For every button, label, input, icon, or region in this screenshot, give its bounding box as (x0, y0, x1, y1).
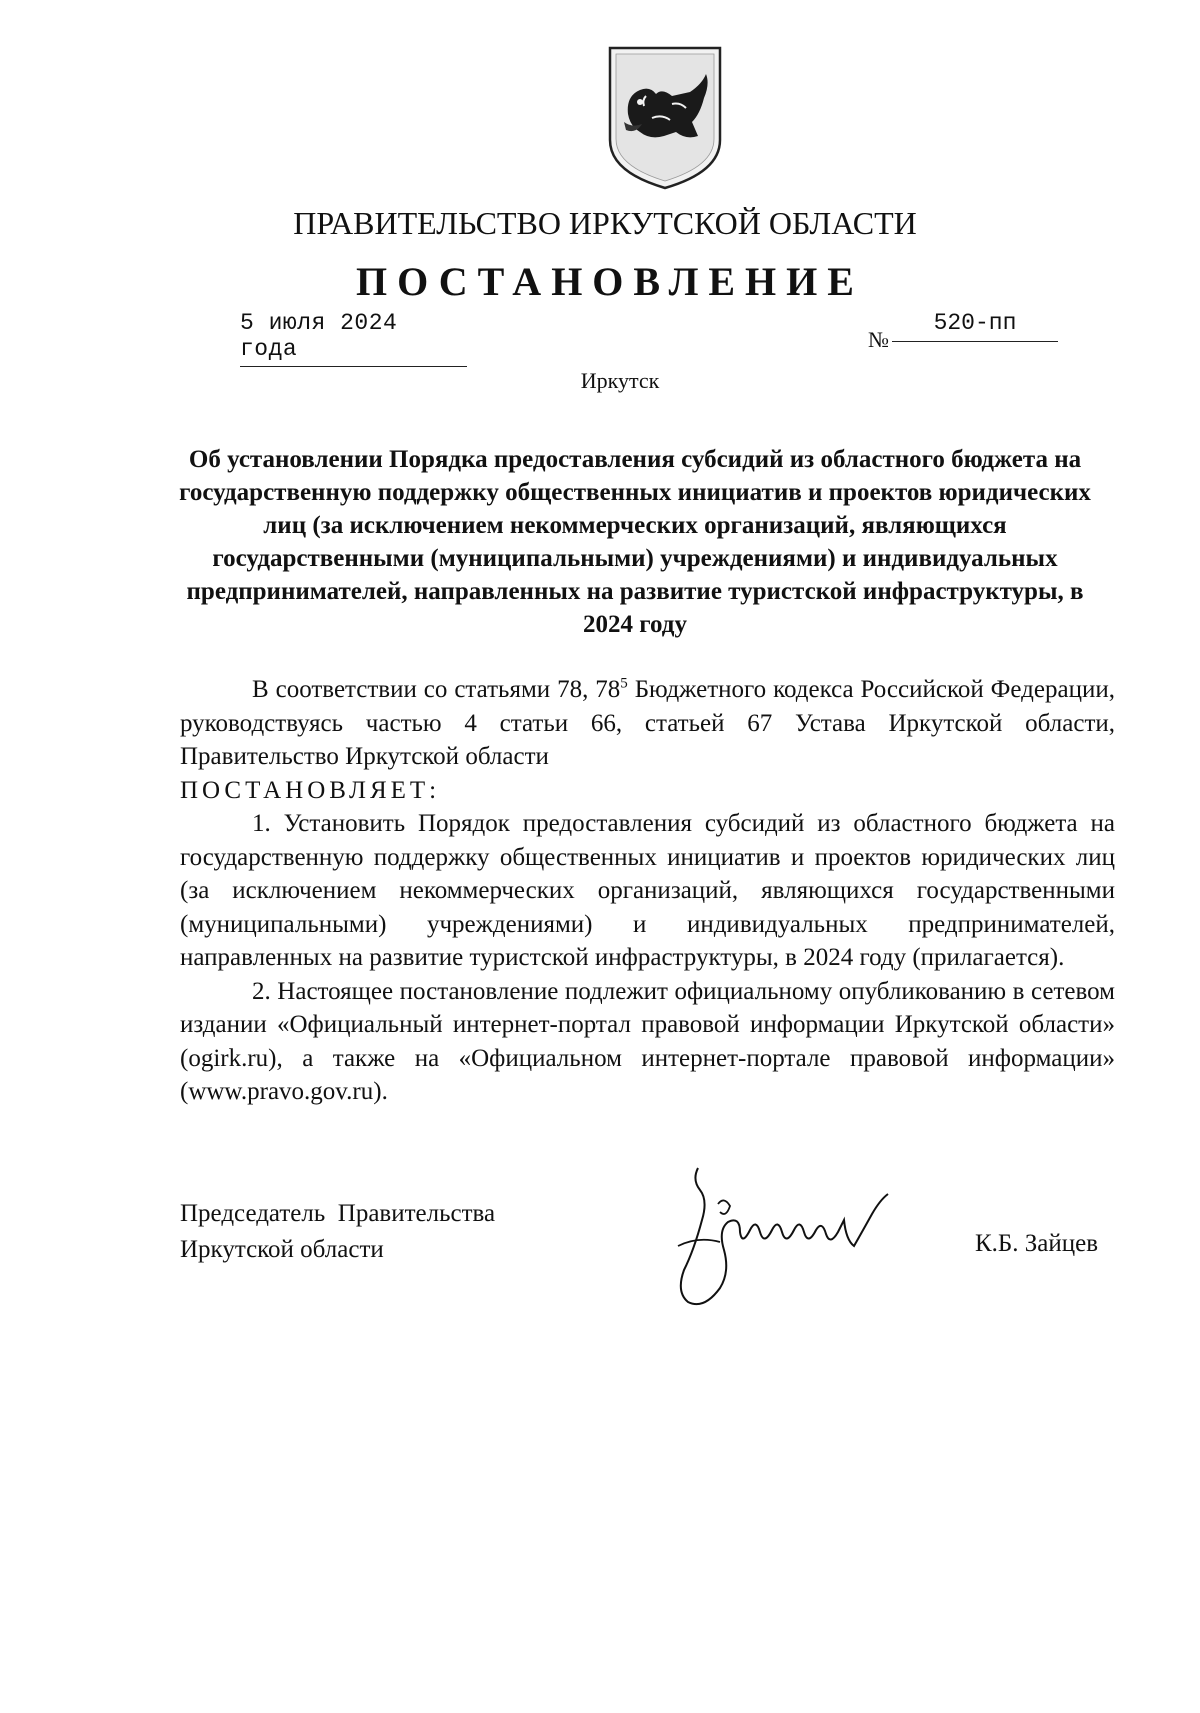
document-title: Об установлении Порядка предоставления субсидий из областного бюджета на государственную поддержку общественных инициатив и проектов юридических лиц (за исключением некоммерческих организаций, являющихся государственными (муниципальными) учреждениями) и индивидуальных предпринимателей, направленных на развитие туристской инфраструктуры, в 2024 году (179, 446, 1091, 638)
organization-name: ПРАВИТЕЛЬСТВО ИРКУТСКОЙ ОБЛАСТИ (293, 205, 917, 241)
preamble-paragraph: В соответствии со статьями 78, $78^5$ Бюджетного кодекса Российской Федерации, руководствуясь частью 4 статьи 66, статьей 67 Устава Иркутской области, Правительство Иркутской области (180, 675, 1115, 770)
article-superscript: 5 (620, 675, 628, 692)
document-type-heading: ПОСТАНОВЛЕНИЕ (356, 259, 864, 304)
handwritten-signature (658, 1160, 918, 1310)
number-sign: № (868, 327, 889, 352)
document-date: 5 июля 2024 года (240, 310, 467, 367)
signatory-name: К.Б. Зайцев (975, 1230, 1099, 1257)
item-2-paragraph: 2. Настоящее постановление подлежит официальному опубликованию в сетевом издании «Официальный интернет-портал правовой информации Иркутской области» (ogirk.ru), а также на «Официальном интернет-портале правовой информации» (www.pravo.gov.ru). (180, 977, 1115, 1105)
number-value: 520-пп (892, 310, 1058, 342)
position-line-1: Председатель Правительства (180, 1200, 496, 1227)
document-body (180, 673, 1115, 1109)
decree-word: ПОСТАНОВЛЯЕТ: (180, 776, 441, 804)
item-1-paragraph: 1. Установить Порядок предоставления субсидий из областного бюджета на государственную поддержку общественных инициатив и проектов юридических лиц (за исключением некоммерческих организаций, являющихся государственными (муниципальными) учреждениями) и индивидуальных предпринимателей, направленных на развитие туристской инфраструктуры, в 2024 году (прилагается). (180, 810, 1115, 971)
document-number (868, 310, 1058, 352)
coat-of-arms-icon (606, 44, 724, 192)
city-name: Иркутск (580, 368, 660, 393)
position-line-2: Иркутской области (180, 1236, 384, 1263)
signatory-position (180, 1196, 495, 1268)
